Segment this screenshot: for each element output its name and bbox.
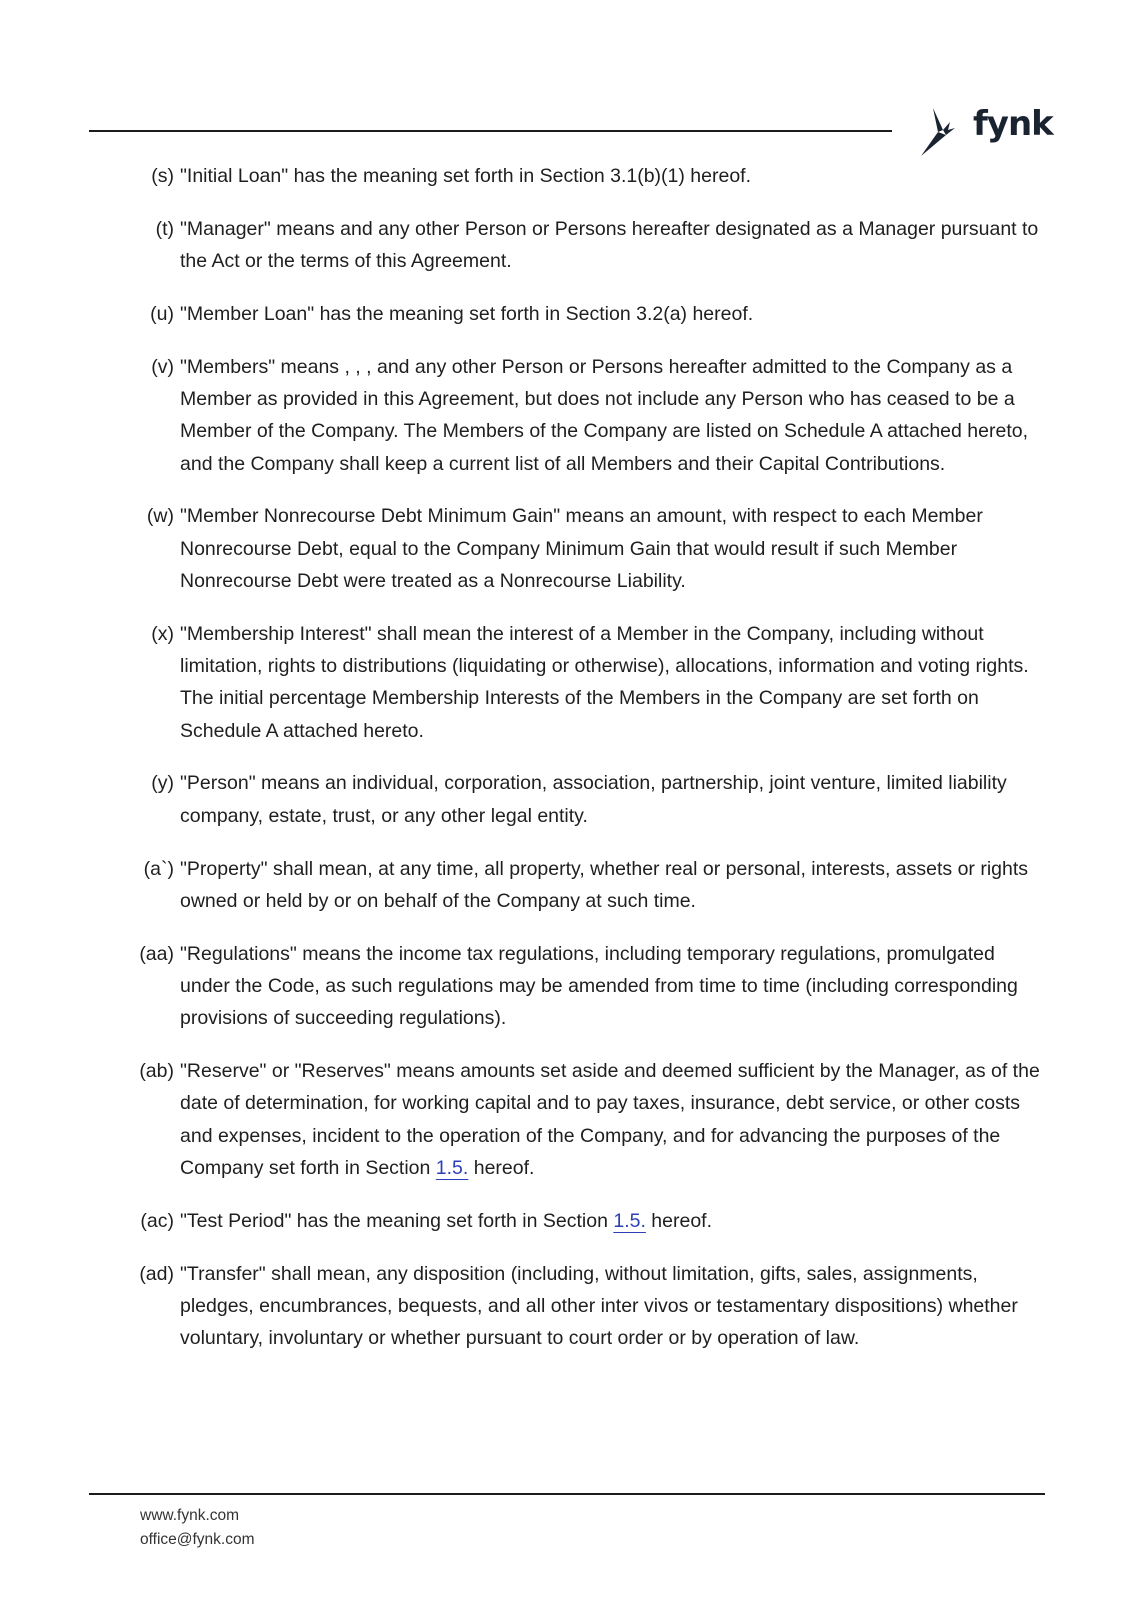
brand-logo: [915, 104, 1055, 160]
item-marker: (ac): [140, 1209, 174, 1232]
item-text: "Member Nonrecourse Debt Minimum Gain" means an amount, with respect to each Member Nonrecourse Debt, equal to the Company Minimum Gain that would result if such Member Nonrecourse Debt were treated as a Nonrecourse Liability.: [180, 505, 983, 592]
item-marker: (y): [151, 772, 174, 795]
definition-item: [130, 213, 1050, 278]
item-text: "Membership Interest" shall mean the interest of a Member in the Company, including without limitation, rights to distributions (liquidating or otherwise), allocations, information and voting rights. The initial percentage Membership Interests of the Members in the Company are set forth on Schedule A attached hereto.: [180, 622, 1029, 742]
item-marker: (t): [155, 217, 174, 240]
item-text: "Members" means , , , and any other Person or Persons hereafter admitted to the Company as a Member as provided in this Agreement, but does not include any Person who has ceased to be a Member of the Company. The Members of the Company are listed on Schedule A attached hereto, and the Company shall keep a current list of all Members and their Capital Contributions.: [180, 355, 1029, 475]
item-text: "Manager" means and any other Person or Persons hereafter designated as a Manager pursuant to the Act or the terms of this Agreement.: [180, 217, 1039, 273]
definition-item: [130, 1258, 1050, 1355]
definition-item: [130, 1205, 1050, 1237]
definition-item: [130, 938, 1050, 1035]
footer-divider: [89, 1493, 1045, 1495]
item-text: "Property" shall mean, at any time, all property, whether real or personal, interests, assets or rights owned or held by or on behalf of the Company at such time.: [180, 857, 1029, 912]
header-divider: [89, 130, 892, 132]
footer-website: www.fynk.com: [140, 1507, 240, 1524]
section-link[interactable]: 1.5.: [613, 1209, 646, 1232]
item-text-after: hereof.: [468, 1156, 535, 1179]
definition-item: [130, 618, 1050, 747]
item-marker: (ad): [139, 1262, 174, 1285]
item-marker: (u): [150, 302, 174, 325]
item-text: [180, 1205, 1050, 1237]
definition-item: [130, 767, 1050, 832]
item-text-before: "Test Period" has the meaning set forth in Section: [180, 1209, 614, 1232]
item-text: "Regulations" means the income tax regulations, including temporary regulations, promulgated under the Code, as such regulations may be amended from time to time (including corresponding provisions of succeeding regulations).: [180, 942, 1018, 1030]
section-link[interactable]: 1.5.: [435, 1156, 469, 1179]
item-marker: (a`): [143, 857, 174, 880]
definitions-list: [130, 160, 1050, 1375]
definition-item: [130, 351, 1050, 480]
definition-item: [130, 853, 1050, 918]
item-text: "Initial Loan" has the meaning set forth in Section 3.1(b)(1) hereof.: [180, 165, 752, 187]
item-marker: (v): [151, 355, 174, 378]
definition-item: [130, 160, 1050, 192]
bird-logo-icon: [915, 104, 971, 160]
item-marker: (aa): [139, 942, 174, 965]
item-text-after: hereof.: [645, 1209, 713, 1232]
item-text: "Member Loan" has the meaning set forth in Section 3.2(a) hereof.: [180, 302, 754, 325]
item-marker: (s): [151, 165, 174, 187]
definition-item: [130, 500, 1050, 597]
item-text: "Transfer" shall mean, any disposition (including, without limitation, gifts, sales, assignments, pledges, encumbrances, bequests, and all other inter vivos or testamentary dispositions) whether voluntary, involuntary or whether pursuant to court order or by operation of law.: [180, 1262, 1018, 1350]
item-text: [180, 1055, 1050, 1184]
brand-name: fynk: [973, 104, 1053, 144]
footer: [140, 1504, 255, 1552]
definition-item: [130, 1055, 1050, 1184]
footer-email: office@fynk.com: [140, 1531, 255, 1548]
definition-item: [130, 298, 1050, 330]
item-marker: (w): [146, 505, 174, 528]
item-marker: (x): [151, 622, 174, 645]
item-marker: (ab): [139, 1060, 174, 1083]
item-text: "Person" means an individual, corporation, association, partnership, joint venture, limited liability company, estate, trust, or any other legal entity.: [180, 772, 1007, 827]
item-text-before: "Reserve" or "Reserves" means amounts set aside and deemed sufficient by the Manager, as of the date of determination, for working capital and to pay taxes, insurance, debt service, or other costs and expenses, incident to the operation of the Company, and for advancing the purposes of the Company set forth in Section: [180, 1060, 1040, 1179]
